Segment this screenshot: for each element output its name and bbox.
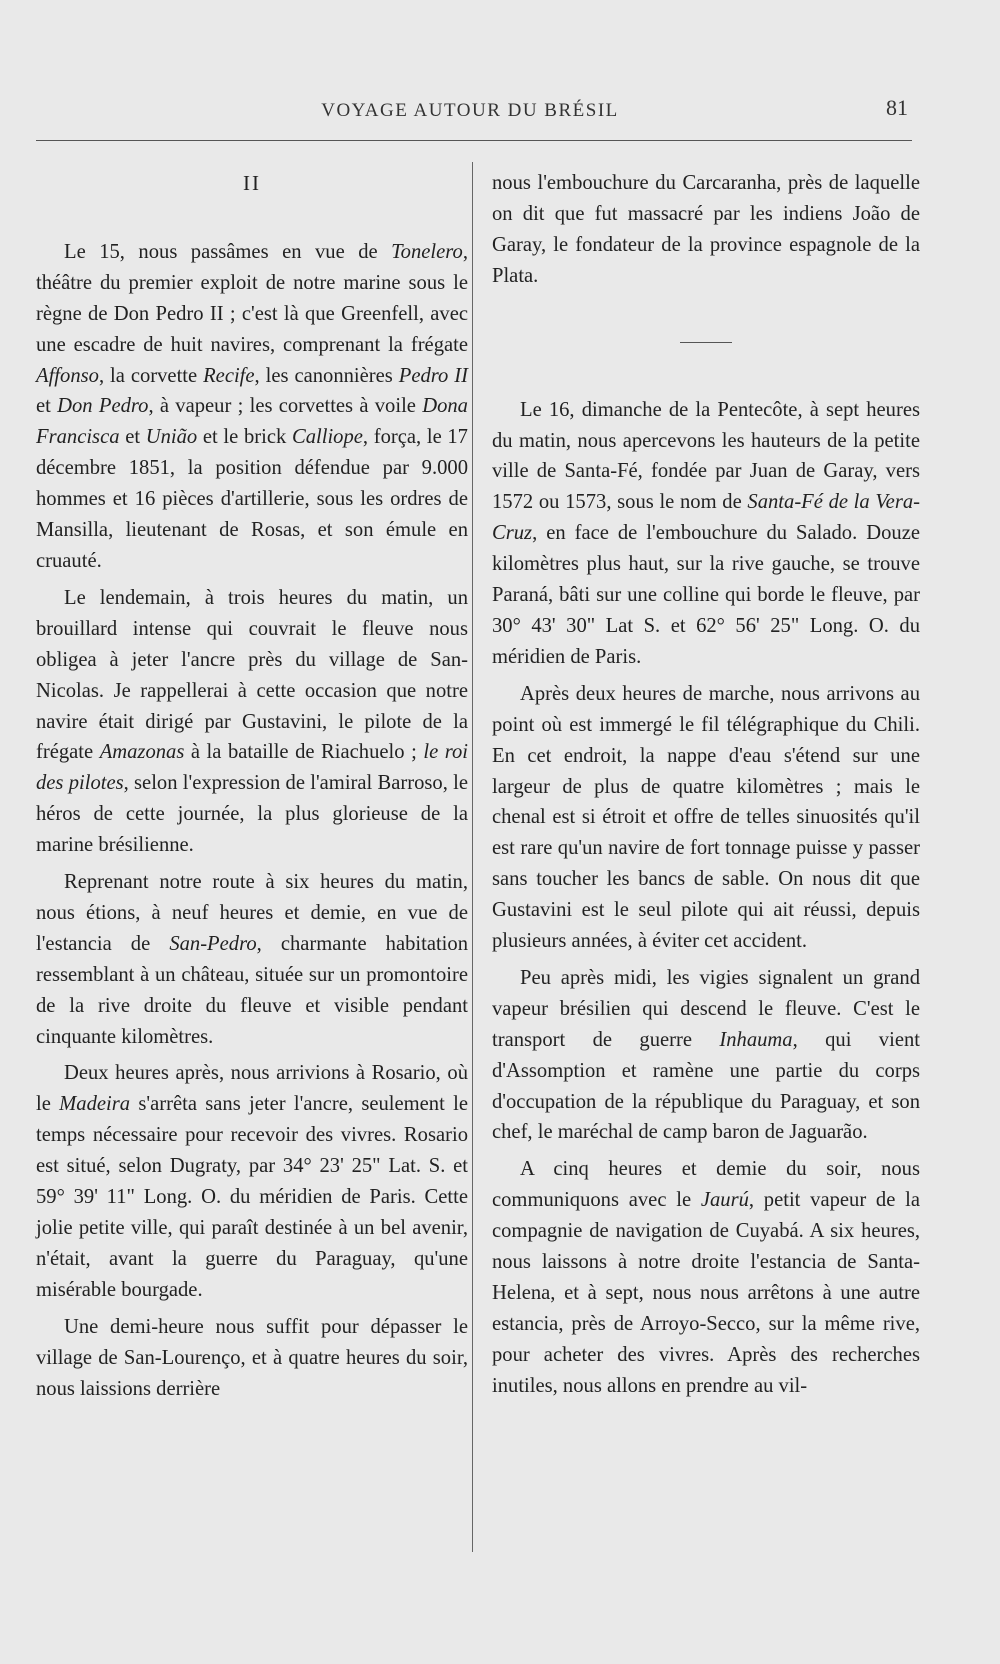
paragraph: Reprenant notre route à six heures du matin, nous étions, à neuf heures et demie, en vue de l'estancia de San-Pedro, charmante habitation ressemblant à un château, située sur un promontoire de la rive droite du fleuve et visible pendant cinquante kilomètres.	[36, 871, 468, 1048]
paragraph: Le 16, dimanche de la Pentecôte, à sept heures du matin, nous apercevons les hauteurs de la petite ville de Santa-Fé, fondée par Juan de Garay, vers 1572 ou 1573, sous le nom de Santa-Fé de la Vera-Cruz, en face de l'embouchure du Salado. Douze kilomètres plus haut, sur la rive gauche, se trouve Paraná, bâti sur une colline qui borde le fleuve, par 30° 43' 30" Lat S. et 62° 56' 25" Long. O. du méridien de Paris.	[492, 398, 920, 668]
header-rule	[36, 140, 912, 141]
section-rule	[680, 342, 732, 343]
column-divider	[472, 162, 473, 1552]
paragraph: Deux heures après, nous arrivions à Rosario, où le Madeira s'arrêta sans jeter l'ancre, seulement le temps nécessaire pour recevoir des vivres. Rosario est situé, selon Dugraty, par 34° 23' 25" Lat. S. et 59° 39' 11" Long. O. du méridien de Paris. Cette jolie petite ville, qui paraît destinée à un bel avenir, n'était, avant la guerre du Paraguay, qu'une misérable bourgade.	[36, 1062, 468, 1301]
paragraph: Le lendemain, à trois heures du matin, un brouillard intense qui couvrait le fleuve nous obligea à jeter l'ancre près du village de San-Nicolas. Je rappellerai à cette occasion que notre navire était dirigé par Gustavini, le pilote de la frégate Amazonas à la bataille de Riachuelo ; le roi des pilotes, selon l'expression de l'amiral Barroso, le héros de cette journée, la plus glorieuse de la marine brésilienne.	[36, 586, 469, 857]
paragraph: Une demi-heure nous suffit pour dépasser le village de San-Lourenço, et à quatre heures du soir, nous laissions derrière	[36, 1315, 468, 1400]
page-number: 81	[886, 95, 908, 120]
paragraph: Peu après midi, les vigies signalent un grand vapeur brésilien qui descend le fleuve. C'est le transport de guerre Inhauma, qui vient d'Assomption et ramène une partie du corps d'occupation de la république du Paraguay, et son chef, le maréchal de camp baron de Jaguarão.	[492, 966, 920, 1144]
left-column	[36, 168, 468, 1410]
running-header: VOYAGE AUTOUR DU BRÉSIL	[321, 100, 619, 121]
paragraph: A cinq heures et demie du soir, nous communiquons avec le Jaurú, petit vapeur de la compagnie de navigation de Cuyabá. A six heures, nous laissons à notre droite l'estancia de Santa-Helena, et à sept, nous nous arrêtons à une autre estancia, près de Arroyo-Secco, sur la même rive, pour acheter des vivres. Après des recherches inutiles, nous allons en prendre au vil-	[492, 1158, 920, 1397]
paragraph: Après deux heures de marche, nous arrivons au point où est immergé le fil télégraphique du Chili. En cet endroit, la nappe d'eau s'étend sur une largeur de plus de quatre kilomètres ; mais le chenal est si étroit et offre de telles sinuosités qu'il est rare qu'un navire de fort tonnage puisse y passer sans toucher les bancs de sable. On nous dit que Gustavini est le seul pilote qui ait réussi, depuis plusieurs années, à éviter cet accident.	[492, 682, 920, 953]
paragraph: Le 15, nous passâmes en vue de Tonelero, théâtre du premier exploit de notre marine sous le règne de Don Pedro II ; c'est là que Greenfell, avec une escadre de huit navires, comprenant la frégate Affonso, la corvette Recife, les canonnières Pedro II et Don Pedro, à vapeur ; les corvettes à voile Dona Francisca et União et le brick Calliope, força, le 17 décembre 1851, la position défendue par 9.000 hommes et 16 pièces d'artillerie, sous les ordres de Mansilla, lieutenant de Rosas, et son émule en cruauté.	[36, 240, 468, 572]
right-column	[492, 168, 920, 1408]
section-number: II	[243, 171, 261, 195]
paragraph: nous l'embouchure du Carcaranha, près de laquelle on dit que fut massacré par les indiens João de Garay, le fondateur de la province espagnole de la Plata.	[492, 172, 920, 287]
